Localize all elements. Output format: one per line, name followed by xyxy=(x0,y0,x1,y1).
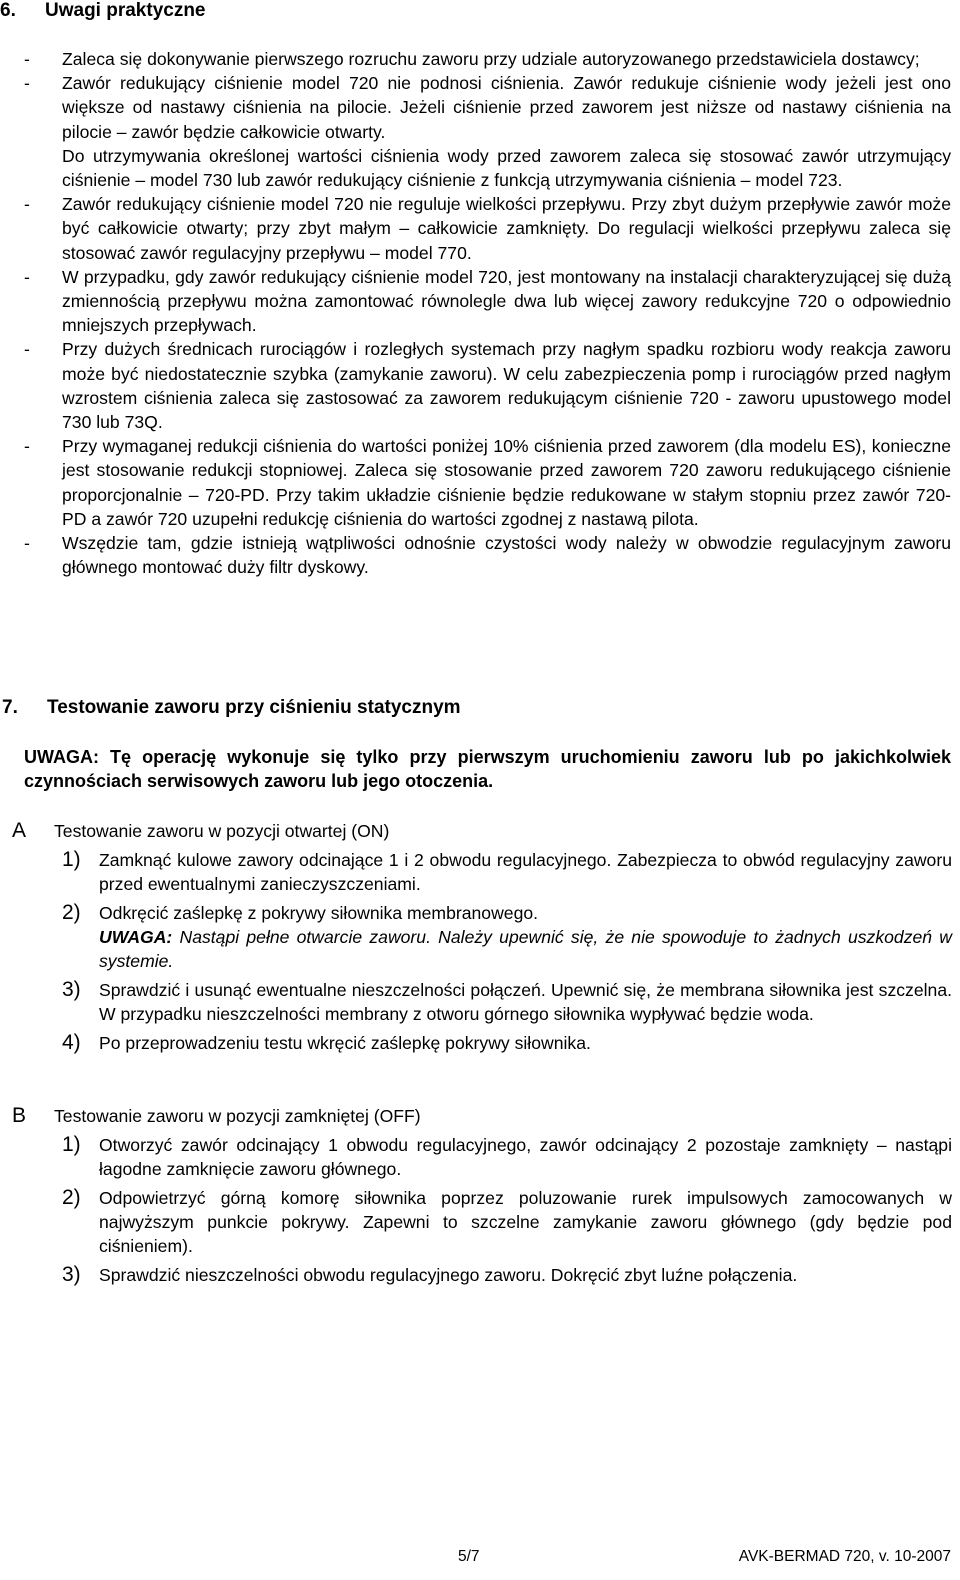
section-6-title: Uwagi praktyczne xyxy=(45,0,206,21)
step-number: 2) xyxy=(62,1186,81,1209)
section-7-title: Testowanie zaworu przy ciśnieniu statycznym xyxy=(47,697,461,718)
list-item: - W przypadku, gdy zawór redukujący ciśnienie model 720, jest montowany na instalacji charakteryzującej się dużą zmiennością przepływu można zamontować równolegle dwa lub więcej zawory redukcyjne 720 o odpowiednio mniejszych przepływach. xyxy=(24,265,951,338)
section-6-heading xyxy=(0,0,206,22)
section-7-number: 7. xyxy=(2,697,18,718)
step-text: Odkręcić zaślepkę z pokrywy siłownika membranowego. xyxy=(99,903,539,923)
step-number: 3) xyxy=(62,1263,81,1286)
step-item xyxy=(12,978,952,1026)
group-b-steps xyxy=(12,1133,952,1287)
step-number: 4) xyxy=(62,1031,81,1054)
step-item xyxy=(12,848,952,896)
group-a-letter: A xyxy=(12,819,27,842)
step-number: 2) xyxy=(62,901,81,924)
list-item: - Wszędzie tam, gdzie istnieją wątpliwości odnośnie czystości wody należy w obwodzie regulacyjnym zaworu głównego montować duży filtr dyskowy. xyxy=(24,531,951,579)
group-a-title: Testowanie zaworu w pozycji otwartej (ON) xyxy=(54,821,390,841)
step-text: Po przeprowadzeniu testu wkręcić zaślepkę pokrywy siłownika. xyxy=(99,1033,591,1053)
document-reference: AVK-BERMAD 720, v. 10-2007 xyxy=(738,1548,951,1565)
step-item xyxy=(12,1031,952,1055)
list-item: - Przy dużych średnicach rurociągów i rozległych systemach przy nagłym spadku rozbioru wody reakcja zaworu może być niedostatecznie szybka (zamykanie zaworu). W celu zabezpieczenia pomp i rurociągów przed nagłym wzrostem ciśnienia zaleca się zastosować za zaworem redukującym ciśnienie 720 - zaworu upustowego model 730 lub 73Q. xyxy=(24,337,951,434)
warning-paragraph: UWAGA: Tę operację wykonuje się tylko przy pierwszym uruchomieniu zaworu lub po jakichkolwiek czynnościach serwisowych zaworu lub jego otoczenia. xyxy=(24,747,951,791)
section-6-number: 6. xyxy=(0,0,16,21)
test-group-closed xyxy=(12,1104,952,1292)
page-number: 5/7 xyxy=(458,1548,480,1565)
list-item: Do utrzymywania określonej wartości ciśnienia wody przed zaworem zaleca się stosować zawór utrzymujący ciśnienie – model 730 lub zawór redukujący ciśnienie z funkcją utrzymywania ciśnienia – model 723. xyxy=(62,145,951,191)
group-a-steps xyxy=(12,848,952,1055)
note-label: UWAGA: xyxy=(99,927,173,947)
section-7-heading xyxy=(2,697,461,719)
list-item: - Przy wymaganej redukcji ciśnienia do wartości poniżej 10% ciśnienia przed zaworem (dla modelu ES), konieczne jest stosowanie redukcji stopniowej. Zaleca się stosowanie przed zaworem 720 zaworu redukującego ciśnienie proporcjonalnie – 720-PD. Przy takim układzie ciśnienie będzie redukowane w stałym stopniu przez zawór 720-PD a zawór 720 uzupełni redukcję ciśnienia do wartości zgodnej z nastawą pilota. xyxy=(24,434,951,531)
list-item: - Zawór redukujący ciśnienie model 720 nie podnosi ciśnienia. Zawór redukuje ciśnienie wody jeżeli jest ono większe od nastawy ciśnienia na pilocie. Jeżeli ciśnienie przed zaworem jest niższe od nastawy ciśnienia na pilocie – zawór będzie całkowicie otwarty. xyxy=(24,71,951,144)
step-text: Odpowietrzyć górną komorę siłownika poprzez poluzowanie rurek impulsowych zamocowanych w najwyższym punkcie pokrywy. Zapewni to szczelne zamykanie zaworu głównego (gdy będzie pod ciśnieniem). xyxy=(99,1188,952,1256)
step-number: 1) xyxy=(62,848,81,871)
note-text: Nastąpi pełne otwarcie zaworu. Należy upewnić się, że nie spowoduje to żadnych uszkodzeń w systemie. xyxy=(99,927,952,971)
step-number: 3) xyxy=(62,978,81,1001)
step-text: Sprawdzić nieszczelności obwodu regulacyjnego zaworu. Dokręcić zbyt luźne połączenia. xyxy=(99,1265,798,1285)
step-item xyxy=(12,1133,952,1181)
step-item xyxy=(12,901,952,973)
list-item: - Zaleca się dokonywanie pierwszego rozruchu zaworu przy udziale autoryzowanego przedstawiciela dostawcy; xyxy=(24,47,951,71)
step-text: Sprawdzić i usunąć ewentualne nieszczelności połączeń. Upewnić się, że membrana siłownika jest szczelna. W przypadku nieszczelności membrany z otworu górnego siłownika wypływać będzie woda. xyxy=(99,980,952,1024)
step-text: Otworzyć zawór odcinający 1 obwodu regulacyjnego, zawór odcinający 2 pozostaje zamknięty – nastąpi łagodne zamknięcie zaworu głównego. xyxy=(99,1135,952,1179)
step-item xyxy=(12,1186,952,1258)
step-item xyxy=(12,1263,952,1287)
group-b-letter: B xyxy=(12,1104,27,1127)
step-note xyxy=(99,925,952,973)
group-b-heading xyxy=(12,1104,952,1128)
list-item: - Zawór redukujący ciśnienie model 720 nie reguluje wielkości przepływu. Przy zbyt dużym przepływie zawór może być całkowicie otwarty; przy zbyt małym – całkowicie zamknięty. Do regulacji wielkości przepływu zaleca się stosować zawór regulacyjny przepływu – model 770. xyxy=(24,192,951,265)
practical-notes-list xyxy=(24,47,951,579)
test-group-open xyxy=(12,819,952,1060)
group-a-heading xyxy=(12,819,952,843)
step-text: Zamknąć kulowe zawory odcinające 1 i 2 obwodu regulacyjnego. Zabezpiecza to obwód regulacyjny zaworu przed ewentualnymi zanieczyszczeniami. xyxy=(99,850,952,894)
step-number: 1) xyxy=(62,1133,81,1156)
group-b-title: Testowanie zaworu w pozycji zamkniętej (OFF) xyxy=(54,1106,421,1126)
